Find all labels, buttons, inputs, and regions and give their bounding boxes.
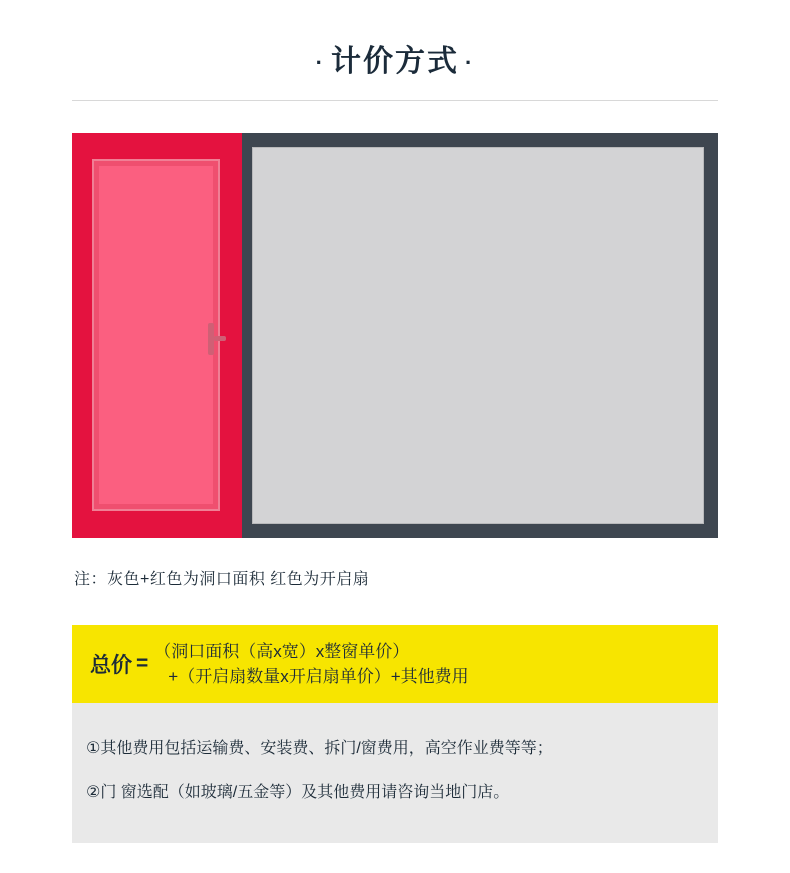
page-title-text: 计价方式 [331, 45, 459, 78]
formula-label: 总价 [90, 654, 132, 677]
formula-expression [154, 639, 468, 690]
footnote-item-2: ②门 窗选配（如玻璃/五金等）及其他费用请咨询当地门店。 [86, 784, 510, 801]
window-illustration [72, 133, 718, 538]
title-deco-left-icon: · [315, 50, 325, 76]
title-divider [72, 100, 718, 101]
formula-line-2: +（开启扇数量x开启扇单价）+其他费用 [168, 667, 469, 686]
price-formula-banner [72, 625, 718, 703]
figure-caption: 注：灰色+红色为洞口面积 红色为开启扇 [74, 571, 370, 588]
footnote-item-1: ①其他费用包括运输费、安装费、拆门/窗费用，高空作业费等等； [86, 740, 553, 757]
fixed-pane-frame [238, 133, 718, 538]
page-title-wrap [0, 36, 790, 80]
fixed-pane-glass [252, 147, 704, 524]
page-title [310, 36, 481, 80]
openable-sash [92, 159, 220, 511]
openable-sash-glass [99, 166, 213, 504]
footnotes-block [72, 703, 718, 843]
title-deco-right-icon: · [465, 50, 475, 76]
formula-equals-sign: = [136, 652, 149, 675]
window-handle-arm-icon [214, 336, 226, 341]
openable-sash-frame [72, 133, 242, 538]
formula-line-1: （洞口面积（高x宽）x整窗单价） [154, 641, 410, 661]
